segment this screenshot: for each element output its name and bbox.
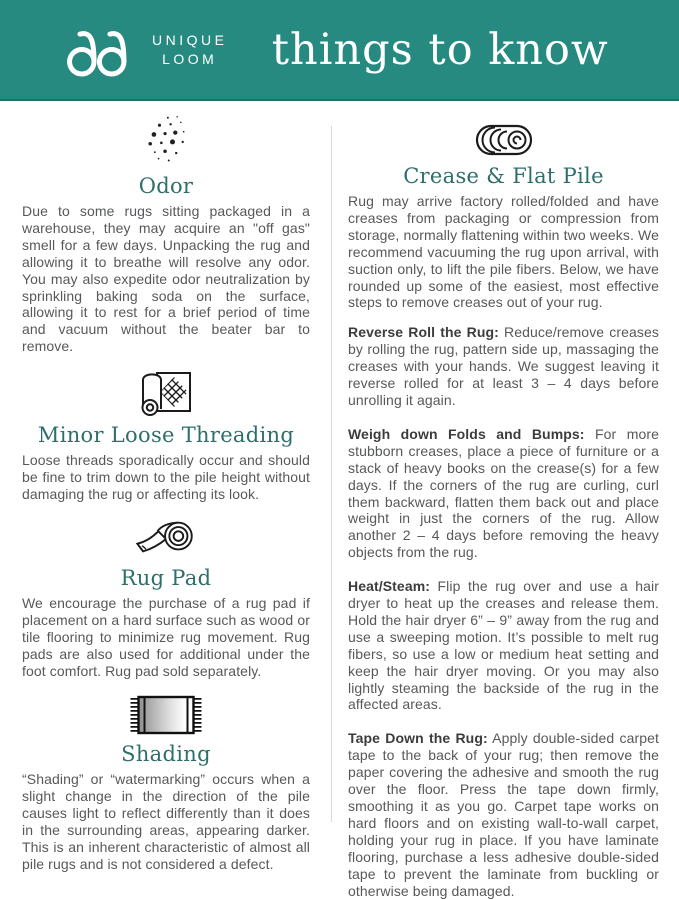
brand-logo bbox=[56, 21, 227, 79]
tip-reverse-roll bbox=[348, 324, 659, 409]
rug-pad-roll-icon bbox=[133, 517, 199, 559]
rolled-rug-threading-icon bbox=[138, 368, 194, 416]
tip-body-weigh-down: For more stubborn creases, place a piece of furniture or a stack of heavy books on the crease(s) for a few days. If the corners of the rug are curling, curl them backward, flatten them back out and place weight in just the corners of the rug. Allow another 2 – 4 days before removing the heavy objects from the rug. bbox=[348, 425, 659, 561]
tip-heat-steam bbox=[348, 578, 659, 713]
tip-label-reverse-roll: Reverse Roll the Rug: bbox=[348, 324, 499, 341]
left-column bbox=[0, 112, 331, 872]
section-body-odor: Due to some rugs sitting packaged in a warehouse, they may acquire an "off gas" smell for a few days. Unpacking the rug and allowing it to breathe will resolve any odor. You may also expedite odor neutralization by sprinkling baking soda on the surface, allowing it to rest for a brief period of time and vacuum without the beater bar to remove. bbox=[22, 203, 310, 355]
section-shading bbox=[22, 695, 310, 872]
tip-label-heat-steam: Heat/Steam: bbox=[348, 578, 431, 595]
section-rug-pad bbox=[22, 517, 310, 680]
creased-roll-icon bbox=[474, 123, 534, 157]
section-body-crease: Rug may arrive factory rolled/folded and have creases from packaging or compression from storage, normally flattening within two weeks. We recommend vacuuming the rug upon arrival, with suction only, to lift the pile fibers. Below, we have rounded up some of the easiest, most effective steps to remove creases out of your rug. bbox=[348, 193, 659, 311]
section-body-shading: “Shading” or “watermarking” occurs when a slight change in the direction of the pile causes light to reflect differently than it does in the surrounding areas, appearing darker. This is an inherent characteristic of almost all pile rugs and is not considered a defect. bbox=[22, 771, 310, 872]
odor-dots-icon bbox=[143, 115, 189, 167]
tip-weigh-down bbox=[348, 426, 659, 561]
section-title-crease: Crease & Flat Pile bbox=[403, 164, 604, 188]
section-title-odor: Odor bbox=[138, 174, 194, 198]
page-title: things to know bbox=[271, 24, 609, 75]
tip-label-weigh-down: Weigh down Folds and Bumps: bbox=[348, 425, 585, 442]
shaded-rug-icon bbox=[130, 695, 202, 735]
section-title-shading: Shading bbox=[121, 742, 211, 767]
brand-name-line1: UNIQUE bbox=[152, 32, 228, 49]
section-body-threading: Loose threads sporadically occur and should be fine to trim down to the pile height without damaging the rug or affecting its look. bbox=[22, 452, 310, 502]
section-crease-flat-pile bbox=[348, 123, 659, 311]
section-title-threading: Minor Loose Threading bbox=[37, 423, 295, 448]
brand-name bbox=[152, 31, 227, 67]
section-title-rug-pad: Rug Pad bbox=[120, 565, 212, 590]
header-banner bbox=[0, 0, 679, 101]
content-area bbox=[0, 101, 679, 899]
section-odor bbox=[22, 115, 310, 355]
unique-loom-logo-icon bbox=[56, 21, 142, 79]
section-body-rug-pad: We encourage the purchase of a rug pad if placement on a hard surface such as wood or tile flooring to minimize rug movement. Rug pads are also used for additional under the foot comfort. Rug pad sold separately. bbox=[22, 594, 310, 679]
tip-tape-down bbox=[348, 730, 659, 899]
right-column bbox=[332, 112, 679, 899]
tip-body-reverse-roll: Reduce/remove creases by rolling the rug, pattern side up, massaging the creases with your hands. We suggest leaving it reverse rolled for at least 3 – 4 days before unrolling it again. bbox=[348, 324, 659, 408]
tip-label-tape-down: Tape Down the Rug: bbox=[348, 730, 488, 747]
brand-name-line2: LOOM bbox=[162, 50, 218, 67]
section-minor-loose-threading bbox=[22, 368, 310, 503]
tip-body-tape-down: Apply double-sided carpet tape to the back of your rug; then remove the paper covering the adhesive and smooth the rug over the floor. Press the tape down firmly, smoothing it as you go. Carpet tape works on hard floors and on existing wall-to-wall carpet, holding your rug in place. If you have laminate flooring, purchase a less adhesive double-sided tape to prevent the laminate from buckling or otherwise being damaged. bbox=[348, 730, 659, 899]
tip-body-heat-steam: Flip the rug over and use a hair dryer to heat up the creases and release them. Hold the hair dryer 6” – 9” away from the rug and use a sweeping motion. It’s possible to melt rug fibers, so use a low or medium heat setting and keep the hair dryer moving. Or you may also lightly steaming the backside of the rug in the affected areas. bbox=[348, 578, 659, 713]
